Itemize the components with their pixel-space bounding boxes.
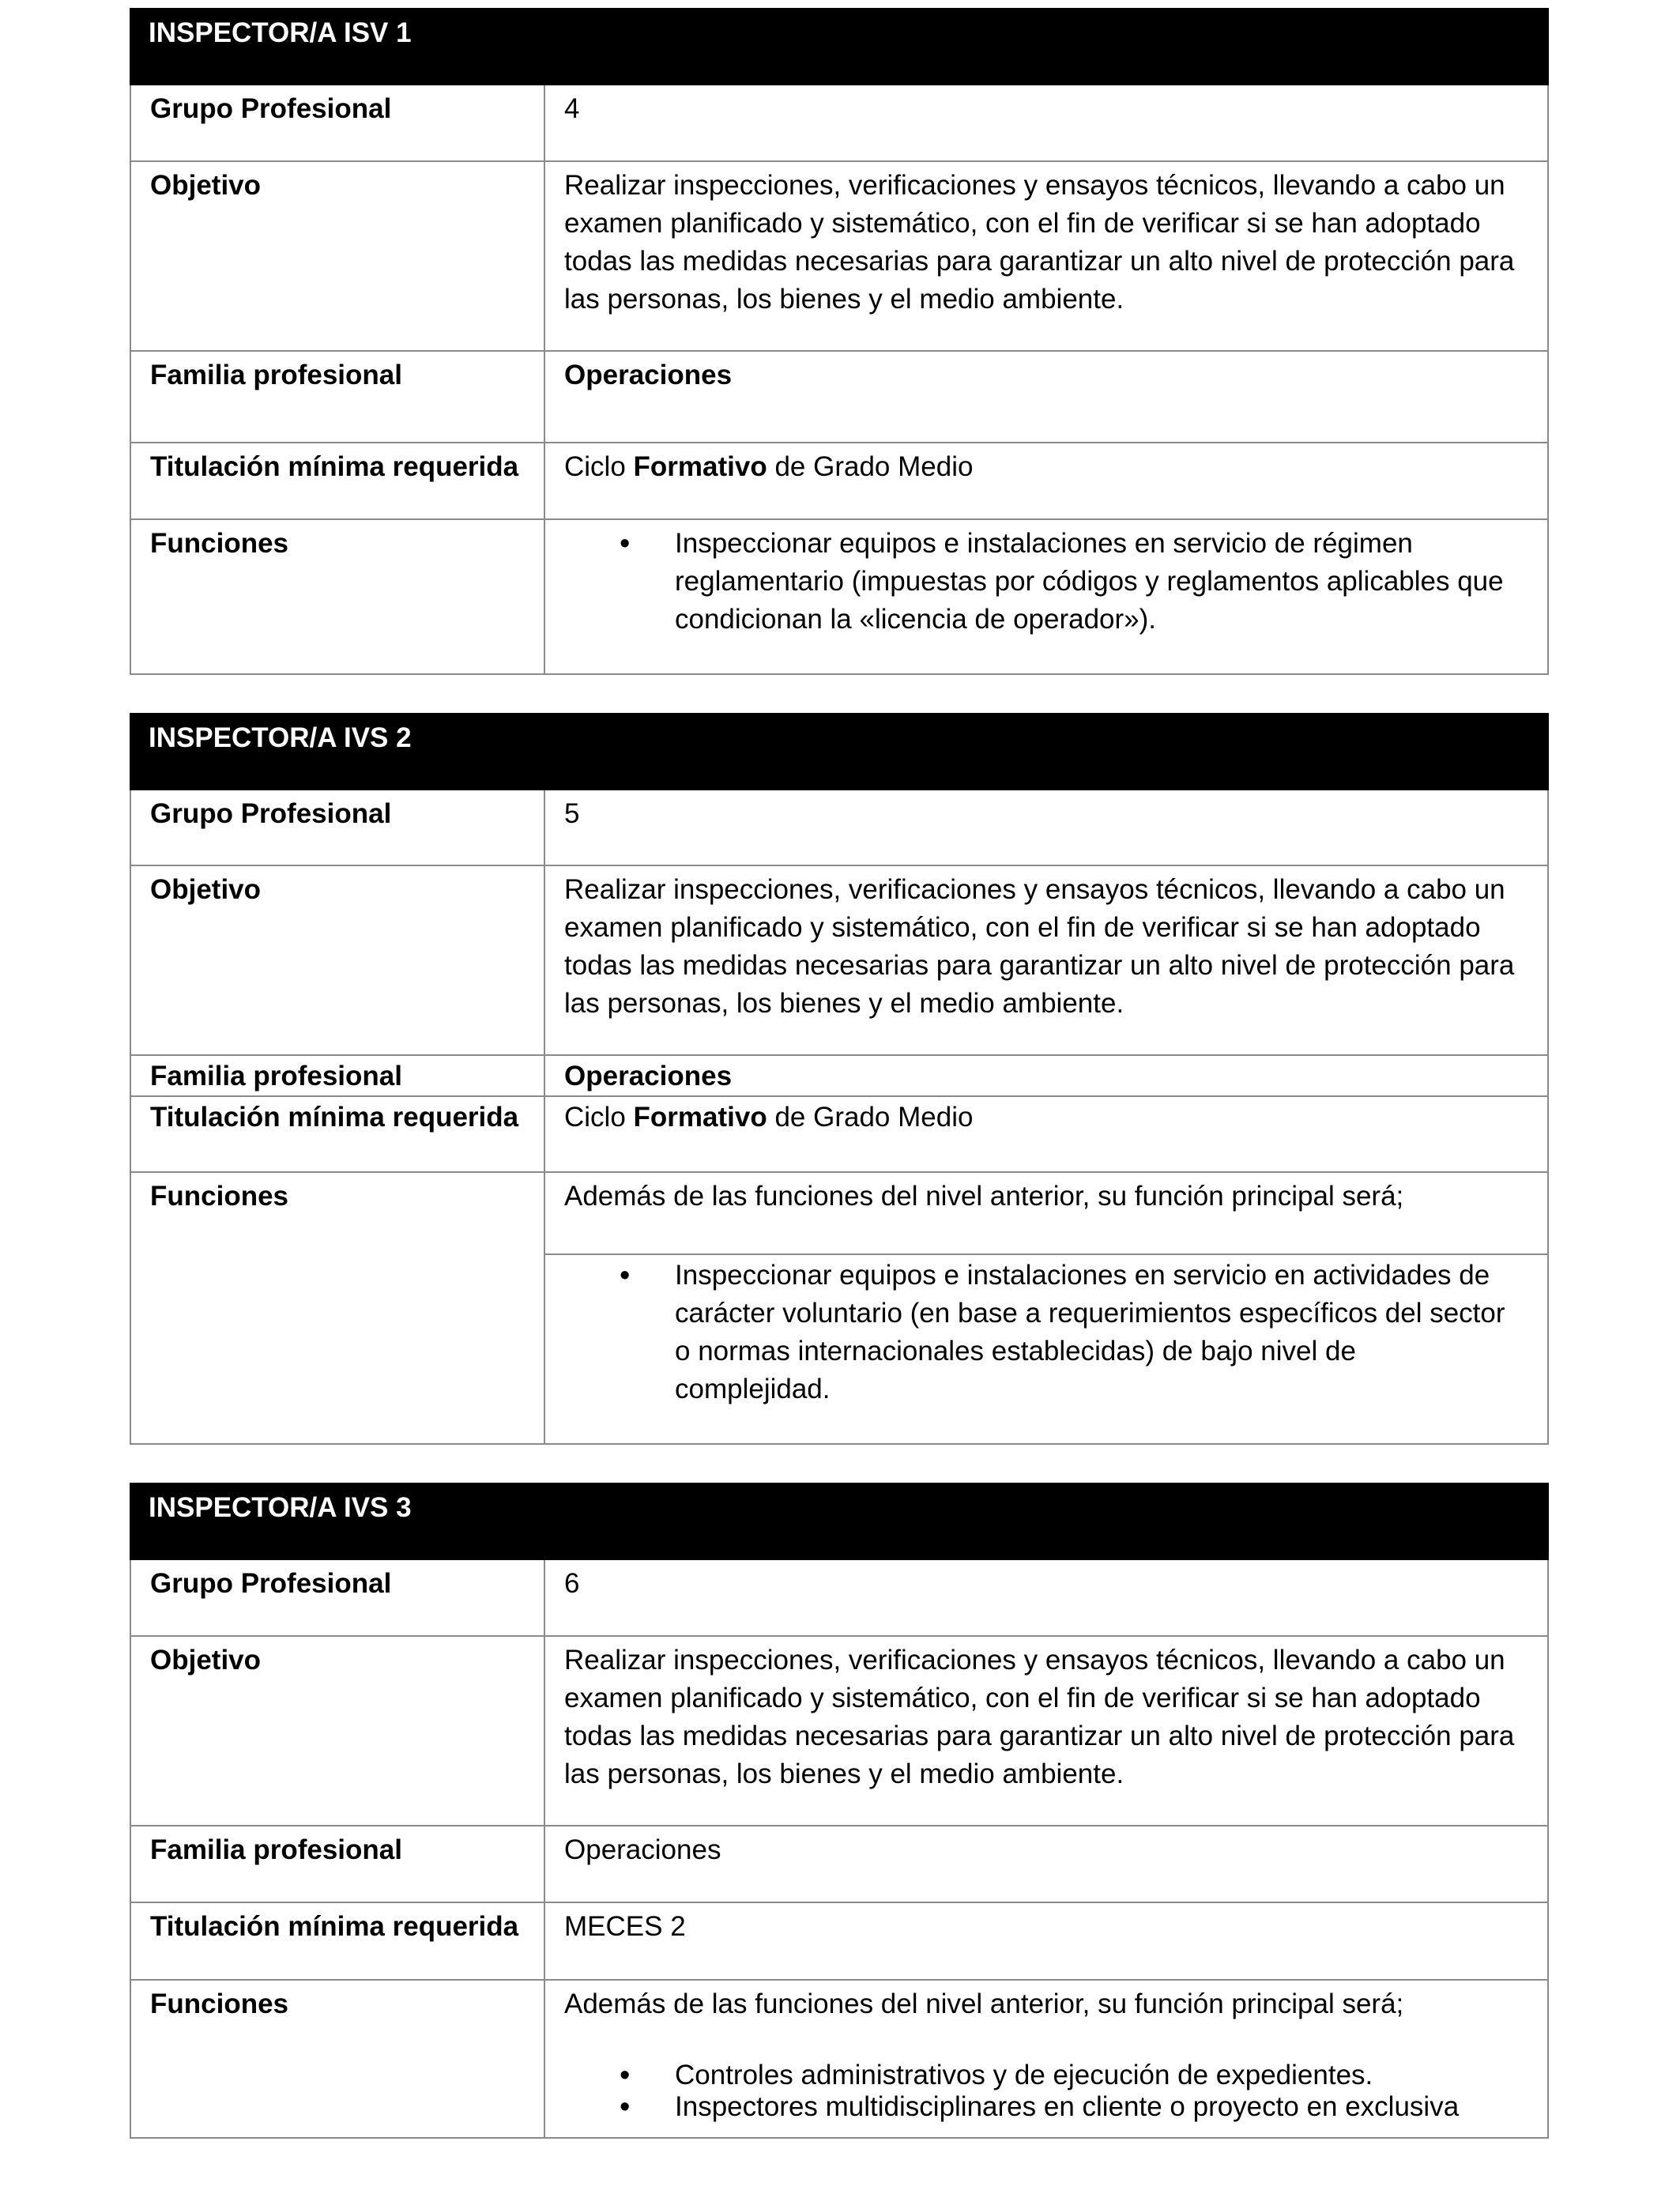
- funciones-list: [564, 525, 1516, 639]
- grupo-value: 6: [545, 1560, 1549, 1637]
- list-item: • Inspectores multidisciplinares en cliente o proyecto en exclusiva: [675, 2091, 1516, 2123]
- objetivo-value: Realizar inspecciones, verificaciones y ensayos técnicos, llevando a cabo un examen planificado y sistemático, con el fin de verificar si se han adoptado todas las medidas necesarias para garantizar un alto nivel de protección para las personas, los bienes y el medio ambiente.: [545, 1637, 1549, 1826]
- grupo-value: 5: [545, 790, 1549, 866]
- titulacion-bold: Formativo: [633, 1102, 767, 1133]
- titulacion-label: Titulación mínima requerida: [130, 1097, 545, 1173]
- grupo-value: 4: [545, 85, 1549, 162]
- familia-value: Operaciones: [545, 1056, 1549, 1097]
- titulacion-bold: Formativo: [633, 451, 767, 482]
- funciones-label: Funciones: [130, 1173, 545, 1255]
- list-item: • Inspeccionar equipos e instalaciones en servicio de régimen reglamentario (impuestas por códigos y reglamentos aplicables que condicionan la «licencia de operador»).: [675, 525, 1516, 639]
- funciones-label-cont: [130, 1255, 545, 1445]
- table-title: INSPECTOR/A IVS 3: [130, 1483, 1549, 1560]
- row-objetivo: [130, 866, 1549, 1056]
- row-funciones: [130, 1981, 1549, 2139]
- funciones-intro: Además de las funciones del nivel anterior, su función principal será;: [545, 1173, 1549, 1255]
- row-titulacion: [130, 443, 1549, 520]
- row-familia-profesional: [130, 1826, 1549, 1903]
- funciones-list: [564, 1257, 1516, 1408]
- row-familia-profesional: [130, 1056, 1549, 1097]
- funciones-intro: Además de las funciones del nivel anterior, su función principal será;: [564, 1989, 1404, 2019]
- inspector-table-isv1: [130, 8, 1549, 675]
- row-funciones: [130, 1173, 1549, 1255]
- familia-label: Familia profesional: [130, 352, 545, 443]
- titulacion-prefix: Ciclo: [564, 451, 634, 482]
- titulacion-value: [545, 443, 1549, 520]
- inspector-table-ivs2: [130, 713, 1549, 1445]
- titulacion-value: [545, 1097, 1549, 1173]
- row-objetivo: [130, 162, 1549, 352]
- row-grupo-profesional: [130, 1560, 1549, 1637]
- row-funciones: [130, 520, 1549, 675]
- familia-value: Operaciones: [545, 1826, 1549, 1903]
- funciones-label: Funciones: [130, 1981, 545, 2139]
- row-familia-profesional: [130, 352, 1549, 443]
- list-item: • Inspeccionar equipos e instalaciones en servicio en actividades de carácter voluntario (en base a requerimientos específicos del sector o normas internacionales establecidas) de bajo nivel de complejidad.: [675, 1257, 1516, 1408]
- table-title: INSPECTOR/A IVS 2: [130, 713, 1549, 790]
- objetivo-value: Realizar inspecciones, verificaciones y ensayos técnicos, llevando a cabo un examen planificado y sistemático, con el fin de verificar si se han adoptado todas las medidas necesarias para garantizar un alto nivel de protección para las personas, los bienes y el medio ambiente.: [545, 866, 1549, 1056]
- grupo-label: Grupo Profesional: [130, 790, 545, 866]
- grupo-label: Grupo Profesional: [130, 85, 545, 162]
- funciones-value: [545, 1255, 1549, 1445]
- titulacion-label: Titulación mínima requerida: [130, 1903, 545, 1981]
- row-titulacion: [130, 1903, 1549, 1981]
- titulacion-label: Titulación mínima requerida: [130, 443, 545, 520]
- objetivo-value: Realizar inspecciones, verificaciones y ensayos técnicos, llevando a cabo un examen planificado y sistemático, con el fin de verificar si se han adoptado todas las medidas necesarias para garantizar un alto nivel de protección para las personas, los bienes y el medio ambiente.: [545, 162, 1549, 352]
- row-funciones-list: [130, 1255, 1549, 1445]
- titulacion-suffix: de Grado Medio: [767, 451, 974, 482]
- familia-label: Familia profesional: [130, 1056, 545, 1097]
- funciones-label: Funciones: [130, 520, 545, 675]
- familia-label: Familia profesional: [130, 1826, 545, 1903]
- row-grupo-profesional: [130, 790, 1549, 866]
- titulacion-suffix: de Grado Medio: [767, 1102, 974, 1133]
- objetivo-label: Objetivo: [130, 866, 545, 1056]
- titulacion-prefix: Ciclo: [564, 1102, 634, 1133]
- table-title: INSPECTOR/A ISV 1: [130, 8, 1549, 85]
- funciones-value: [545, 1981, 1549, 2139]
- familia-value: Operaciones: [545, 352, 1549, 443]
- row-objetivo: [130, 1637, 1549, 1826]
- titulacion-value: MECES 2: [545, 1903, 1549, 1981]
- row-titulacion: [130, 1097, 1549, 1173]
- funciones-list: [564, 2060, 1516, 2123]
- row-grupo-profesional: [130, 85, 1549, 162]
- funciones-value: [545, 520, 1549, 675]
- objetivo-label: Objetivo: [130, 162, 545, 352]
- objetivo-label: Objetivo: [130, 1637, 545, 1826]
- grupo-label: Grupo Profesional: [130, 1560, 545, 1637]
- inspector-table-ivs3: [130, 1483, 1549, 2139]
- list-item: • Controles administrativos y de ejecución de expedientes.: [675, 2060, 1516, 2091]
